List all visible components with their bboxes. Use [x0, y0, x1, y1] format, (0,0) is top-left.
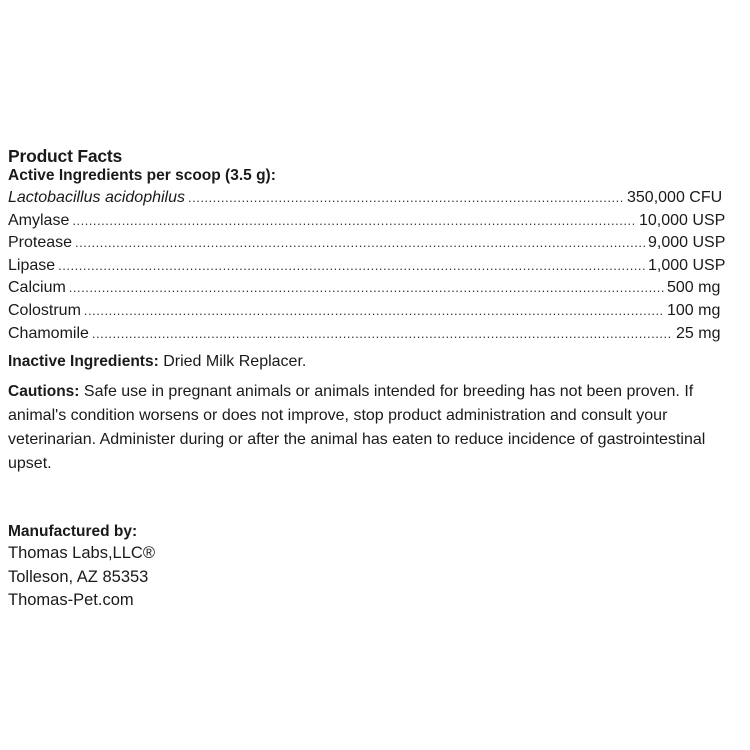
inactive-ingredients-label: Inactive Ingredients: — [8, 353, 159, 371]
dot-leader — [84, 300, 664, 323]
ingredient-row — [8, 210, 745, 233]
dot-leader — [69, 277, 664, 300]
ingredient-name: Protease — [8, 234, 73, 252]
ingredient-name: Calcium — [8, 279, 66, 297]
ingredient-name: Lipase — [8, 256, 56, 274]
cautions-text: Safe use in pregnant animals or animals intended for breeding has not been proven. If animal's condition worsens or does not improve, stop product administration and consult your veterinarian. Administer during or after the animal has eaten to reduce incidence of gastrointestinal upset. — [8, 383, 706, 473]
ingredient-row — [8, 255, 745, 278]
ingredient-row — [8, 187, 745, 210]
cautions — [8, 380, 735, 476]
ingredient-row — [8, 232, 745, 255]
manufacturer-website: Thomas-Pet.com — [8, 591, 134, 609]
manufacturer-label: Manufactured by: — [8, 523, 138, 540]
ingredient-name: Amylase — [8, 211, 70, 229]
inactive-ingredients — [8, 351, 745, 373]
ingredient-amount: 500 mg — [667, 279, 721, 297]
cautions-label: Cautions: — [8, 383, 80, 401]
ingredient-amount: 350,000 CFU — [627, 189, 723, 206]
ingredient-name: Chamomile — [8, 324, 89, 342]
dot-leader — [75, 232, 645, 255]
ingredient-amount: 25 mg — [676, 324, 721, 342]
manufacturer-block — [8, 521, 155, 613]
ingredient-row — [8, 277, 745, 300]
product-facts-panel — [8, 146, 745, 476]
dot-leader — [92, 323, 673, 346]
ingredient-name: Lactobacillus acidophilus — [8, 189, 185, 206]
ingredient-amount: 100 mg — [667, 301, 721, 319]
dot-leader — [58, 255, 645, 278]
dot-leader — [72, 210, 636, 233]
inactive-ingredients-text: Dried Milk Replacer. — [163, 353, 307, 371]
manufacturer-address: Tolleson, AZ 85353 — [8, 567, 149, 586]
ingredient-row — [8, 300, 745, 323]
ingredient-amount: 10,000 USP — [639, 211, 726, 229]
ingredient-row — [8, 323, 745, 346]
ingredient-amount: 9,000 USP — [648, 234, 726, 252]
active-ingredients-heading: Active Ingredients per scoop (3.5 g): — [8, 167, 276, 184]
ingredient-amount: 1,000 USP — [648, 256, 726, 274]
product-facts-title: Product Facts — [8, 146, 123, 166]
ingredient-name: Colostrum — [8, 301, 81, 319]
manufacturer-name: Thomas Labs,LLC® — [8, 544, 155, 562]
dot-leader — [188, 187, 624, 210]
